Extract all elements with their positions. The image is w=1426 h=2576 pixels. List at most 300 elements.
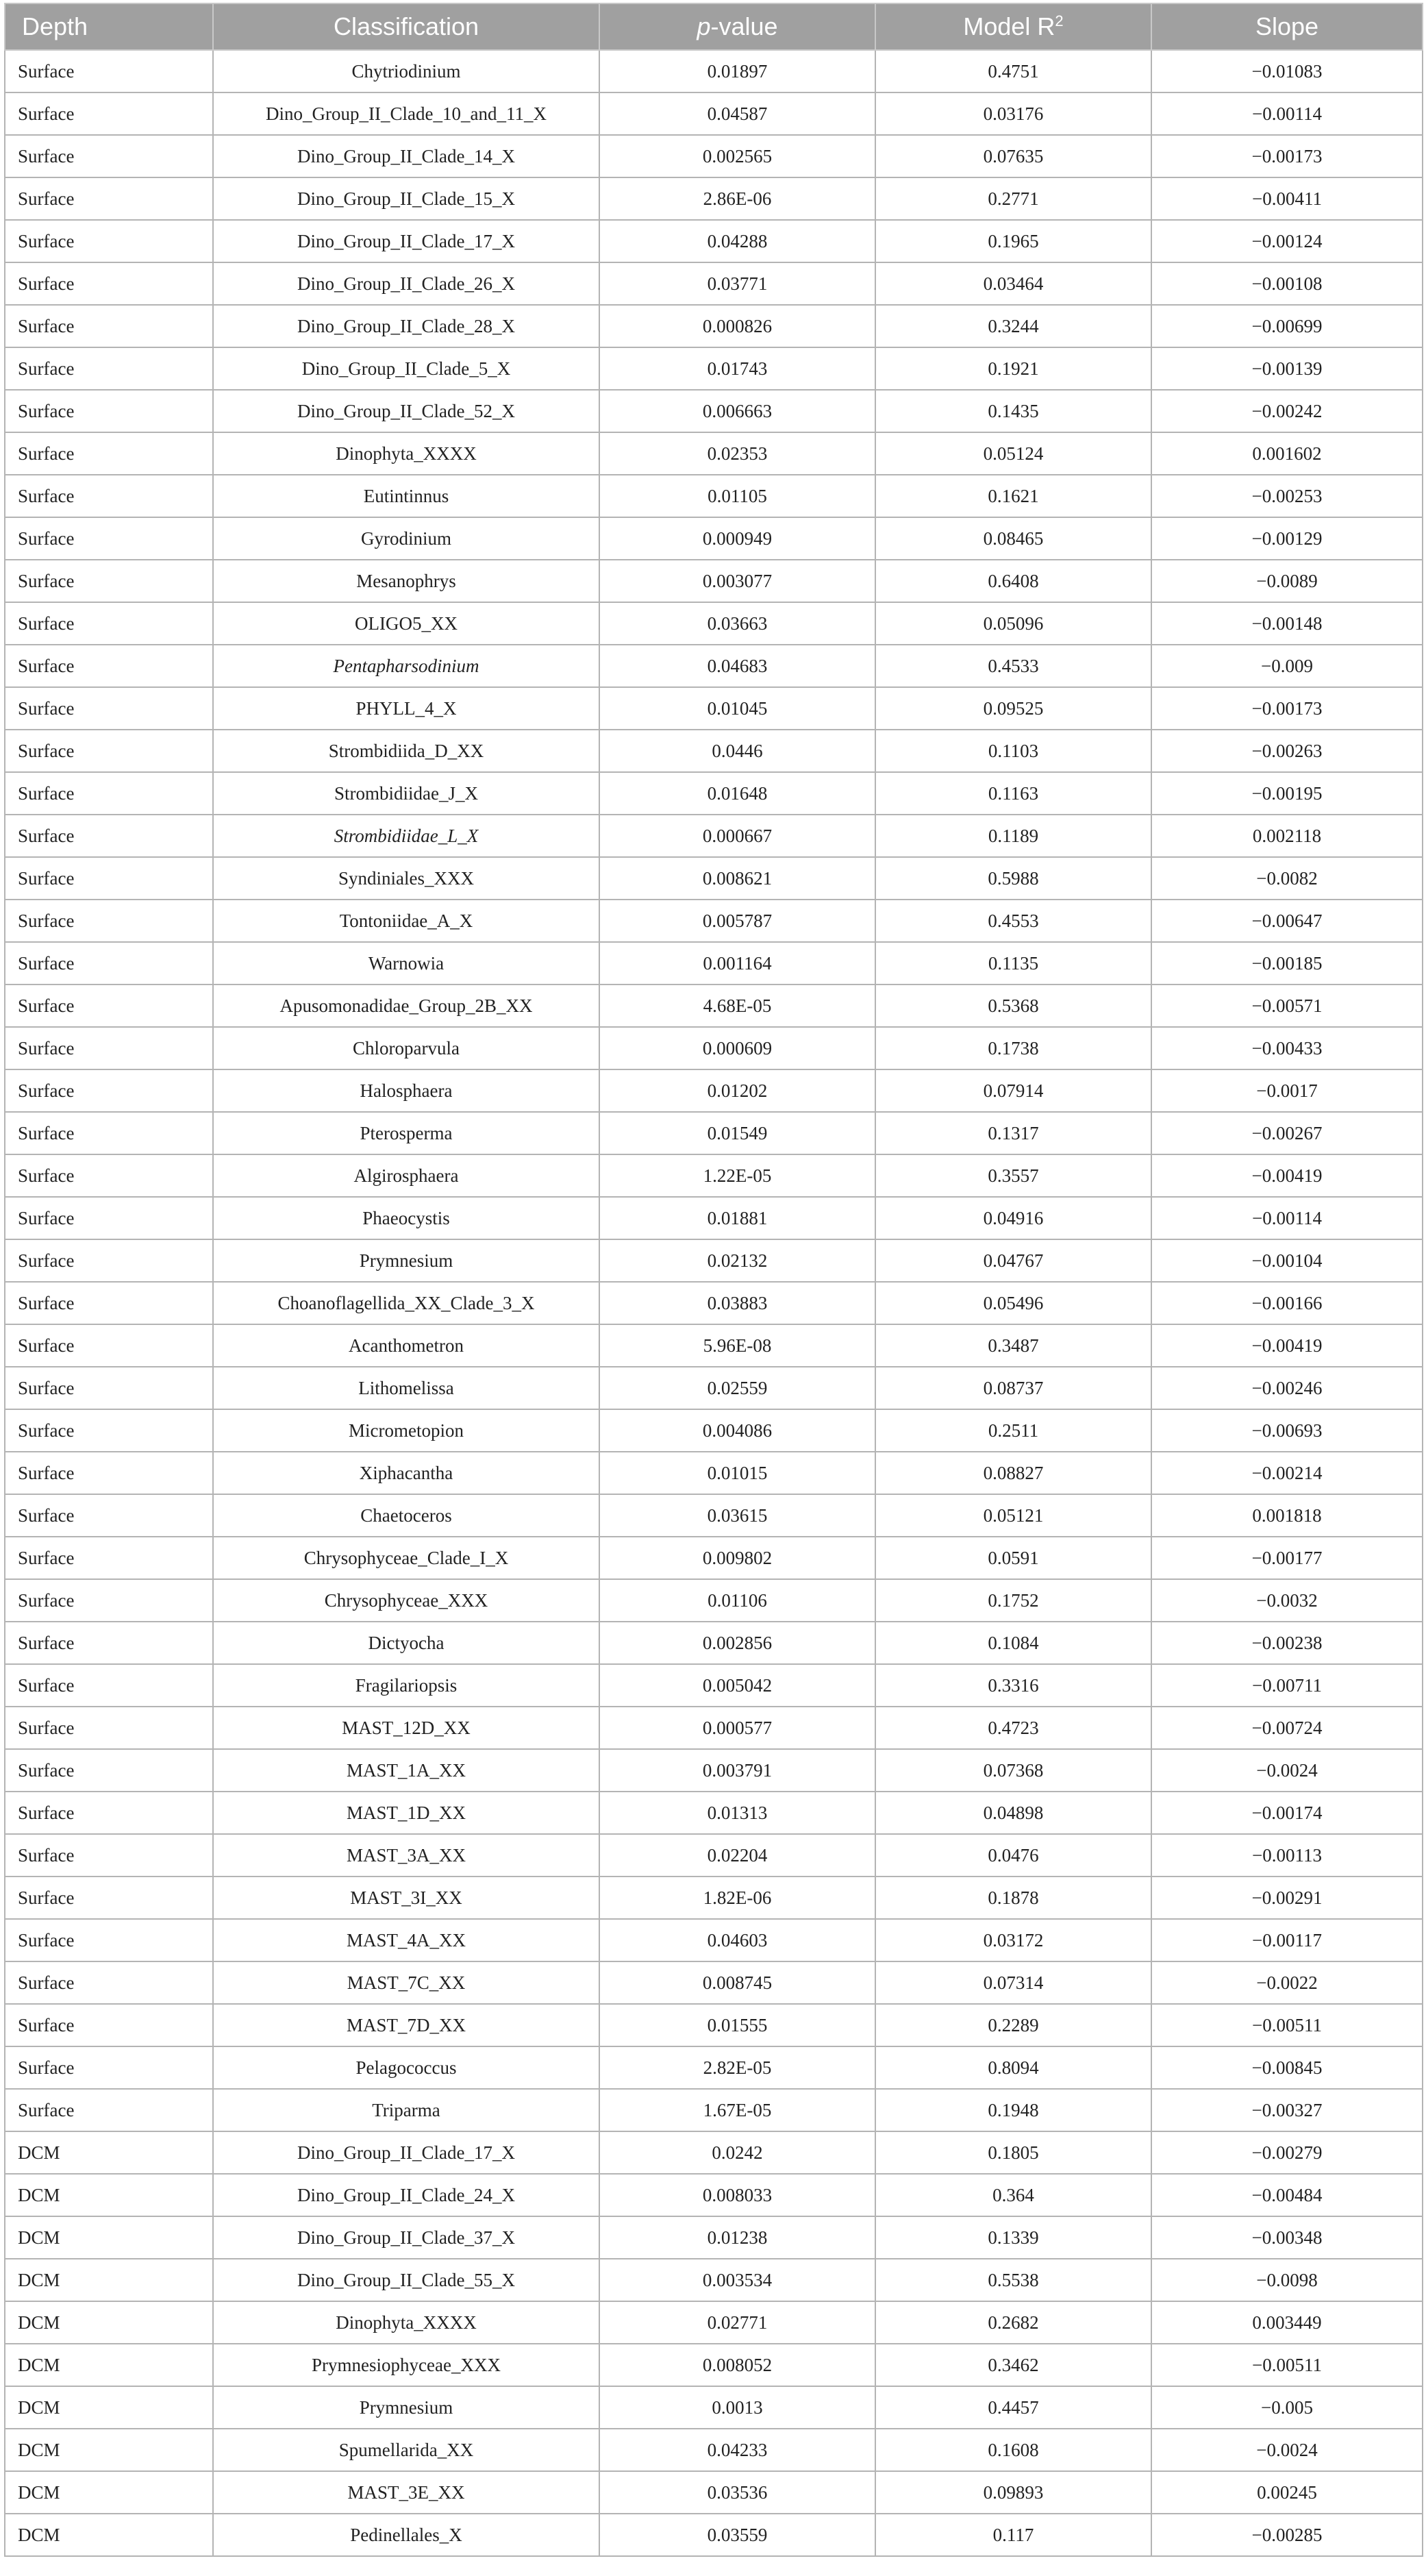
cell-p-value: 0.03559 (599, 2514, 875, 2556)
cell-depth: Surface (5, 1452, 213, 1494)
cell-model-r2: 0.5538 (875, 2259, 1151, 2301)
table-row (5, 1707, 1423, 1749)
cell-depth: Surface (5, 1027, 213, 1069)
cell-slope: −0.00242 (1151, 390, 1423, 432)
cell-p-value: 0.004086 (599, 1409, 875, 1452)
table-row (5, 390, 1423, 432)
cell-depth: Surface (5, 1197, 213, 1239)
cell-depth: Surface (5, 347, 213, 390)
cell-depth: Surface (5, 50, 213, 92)
cell-model-r2: 0.09893 (875, 2471, 1151, 2514)
cell-slope: −0.00699 (1151, 305, 1423, 347)
cell-slope: −0.00185 (1151, 942, 1423, 984)
table-row (5, 1027, 1423, 1069)
cell-slope: −0.00411 (1151, 177, 1423, 220)
cell-classification: Dino_Group_II_Clade_24_X (213, 2174, 599, 2216)
cell-slope: −0.00173 (1151, 135, 1423, 177)
cell-depth: Surface (5, 645, 213, 687)
cell-depth: Surface (5, 432, 213, 475)
cell-classification: Dino_Group_II_Clade_5_X (213, 347, 599, 390)
cell-depth: Surface (5, 857, 213, 900)
cell-classification: Chloroparvula (213, 1027, 599, 1069)
table-row (5, 1792, 1423, 1834)
cell-p-value: 0.02771 (599, 2301, 875, 2344)
cell-p-value: 2.82E-05 (599, 2046, 875, 2089)
cell-classification: Tontoniidae_A_X (213, 900, 599, 942)
cell-slope: −0.00484 (1151, 2174, 1423, 2216)
cell-classification: Lithomelissa (213, 1367, 599, 1409)
table-row (5, 1154, 1423, 1197)
cell-p-value: 0.000949 (599, 517, 875, 560)
cell-classification: Xiphacantha (213, 1452, 599, 1494)
header-model-r2-label: Model R (963, 12, 1055, 40)
cell-slope: −0.00113 (1151, 1834, 1423, 1877)
cell-model-r2: 0.05496 (875, 1282, 1151, 1324)
cell-model-r2: 0.1805 (875, 2131, 1151, 2174)
table-row (5, 2259, 1423, 2301)
cell-depth: Surface (5, 1324, 213, 1367)
cell-p-value: 0.02204 (599, 1834, 875, 1877)
table-row (5, 1239, 1423, 1282)
cell-classification: Mesanophrys (213, 560, 599, 602)
cell-p-value: 0.04683 (599, 645, 875, 687)
cell-model-r2: 0.07635 (875, 135, 1151, 177)
cell-classification: Dinophyta_XXXX (213, 2301, 599, 2344)
cell-model-r2: 0.1135 (875, 942, 1151, 984)
cell-slope: −0.0017 (1151, 1069, 1423, 1112)
cell-depth: Surface (5, 1409, 213, 1452)
table-row (5, 1324, 1423, 1367)
cell-depth: Surface (5, 1877, 213, 1919)
cell-classification: MAST_3I_XX (213, 1877, 599, 1919)
cell-model-r2: 0.6408 (875, 560, 1151, 602)
cell-slope: −0.005 (1151, 2386, 1423, 2429)
cell-slope: 0.001818 (1151, 1494, 1423, 1537)
cell-classification: MAST_3E_XX (213, 2471, 599, 2514)
cell-depth: Surface (5, 262, 213, 305)
cell-slope: −0.00108 (1151, 262, 1423, 305)
cell-slope: −0.0082 (1151, 857, 1423, 900)
table-row (5, 2046, 1423, 2089)
cell-p-value: 0.04288 (599, 220, 875, 262)
cell-depth: Surface (5, 177, 213, 220)
cell-p-value: 0.008621 (599, 857, 875, 900)
table-row (5, 177, 1423, 220)
table-row (5, 1409, 1423, 1452)
table-row (5, 2344, 1423, 2386)
cell-p-value: 0.01648 (599, 772, 875, 815)
cell-depth: Surface (5, 390, 213, 432)
cell-slope: −0.00139 (1151, 347, 1423, 390)
cell-classification: Dino_Group_II_Clade_37_X (213, 2216, 599, 2259)
table-row (5, 475, 1423, 517)
cell-p-value: 0.0013 (599, 2386, 875, 2429)
cell-p-value: 0.03771 (599, 262, 875, 305)
header-p-value (599, 3, 875, 50)
cell-classification: Chytriodinium (213, 50, 599, 92)
cell-slope: −0.00124 (1151, 220, 1423, 262)
header-classification: Classification (213, 3, 599, 50)
cell-classification: Gyrodinium (213, 517, 599, 560)
header-model-r2 (875, 3, 1151, 50)
cell-model-r2: 0.07914 (875, 1069, 1151, 1112)
table-row (5, 900, 1423, 942)
cell-p-value: 0.003077 (599, 560, 875, 602)
cell-model-r2: 0.1339 (875, 2216, 1151, 2259)
cell-classification: MAST_12D_XX (213, 1707, 599, 1749)
cell-classification: Strombidiidae_L_X (213, 815, 599, 857)
cell-model-r2: 0.4457 (875, 2386, 1151, 2429)
cell-model-r2: 0.1921 (875, 347, 1151, 390)
cell-slope: −0.00166 (1151, 1282, 1423, 1324)
table-row (5, 1494, 1423, 1537)
table-row (5, 1877, 1423, 1919)
cell-classification: Algirosphaera (213, 1154, 599, 1197)
cell-slope: −0.00177 (1151, 1537, 1423, 1579)
cell-slope: −0.00724 (1151, 1707, 1423, 1749)
cell-classification: Pedinellales_X (213, 2514, 599, 2556)
cell-slope: 0.00245 (1151, 2471, 1423, 2514)
cell-slope: −0.00117 (1151, 1919, 1423, 1961)
cell-depth: Surface (5, 1282, 213, 1324)
table-row (5, 517, 1423, 560)
cell-classification: OLIGO5_XX (213, 602, 599, 645)
cell-model-r2: 0.3487 (875, 1324, 1151, 1367)
cell-slope: −0.00114 (1151, 92, 1423, 135)
cell-depth: Surface (5, 92, 213, 135)
cell-slope: −0.0098 (1151, 2259, 1423, 2301)
cell-depth: Surface (5, 772, 213, 815)
cell-slope: −0.0024 (1151, 1749, 1423, 1792)
cell-depth: Surface (5, 560, 213, 602)
cell-depth: Surface (5, 1622, 213, 1664)
cell-model-r2: 0.1878 (875, 1877, 1151, 1919)
cell-depth: Surface (5, 1961, 213, 2004)
cell-classification: Dino_Group_II_Clade_14_X (213, 135, 599, 177)
header-slope: Slope (1151, 3, 1423, 50)
cell-model-r2: 0.04898 (875, 1792, 1151, 1834)
cell-model-r2: 0.08737 (875, 1367, 1151, 1409)
cell-classification: Dino_Group_II_Clade_28_X (213, 305, 599, 347)
table-row (5, 2514, 1423, 2556)
cell-classification: Dino_Group_II_Clade_10_and_11_X (213, 92, 599, 135)
cell-slope: −0.00348 (1151, 2216, 1423, 2259)
cell-model-r2: 0.3316 (875, 1664, 1151, 1707)
cell-model-r2: 0.1608 (875, 2429, 1151, 2471)
cell-slope: −0.0022 (1151, 1961, 1423, 2004)
cell-model-r2: 0.1317 (875, 1112, 1151, 1154)
cell-slope: −0.00279 (1151, 2131, 1423, 2174)
table-row (5, 1537, 1423, 1579)
cell-depth: Surface (5, 900, 213, 942)
cell-p-value: 0.01015 (599, 1452, 875, 1494)
cell-model-r2: 0.4723 (875, 1707, 1151, 1749)
cell-model-r2: 0.08827 (875, 1452, 1151, 1494)
cell-p-value: 0.04233 (599, 2429, 875, 2471)
cell-model-r2: 0.05124 (875, 432, 1151, 475)
cell-model-r2: 0.2771 (875, 177, 1151, 220)
cell-slope: −0.00285 (1151, 2514, 1423, 2556)
cell-model-r2: 0.4751 (875, 50, 1151, 92)
cell-p-value: 0.0446 (599, 730, 875, 772)
cell-p-value: 0.01202 (599, 1069, 875, 1112)
cell-classification: Eutintinnus (213, 475, 599, 517)
table-row (5, 305, 1423, 347)
cell-depth: Surface (5, 475, 213, 517)
cell-classification: PHYLL_4_X (213, 687, 599, 730)
cell-depth: DCM (5, 2471, 213, 2514)
cell-classification: Fragilariopsis (213, 1664, 599, 1707)
cell-p-value: 0.003791 (599, 1749, 875, 1792)
cell-p-value: 0.000609 (599, 1027, 875, 1069)
table-row (5, 857, 1423, 900)
data-table (4, 3, 1423, 2557)
cell-slope: −0.00253 (1151, 475, 1423, 517)
cell-classification: Pentapharsodinium (213, 645, 599, 687)
cell-depth: Surface (5, 687, 213, 730)
cell-slope: −0.00327 (1151, 2089, 1423, 2131)
cell-p-value: 0.03663 (599, 602, 875, 645)
cell-depth: Surface (5, 1537, 213, 1579)
cell-depth: Surface (5, 2046, 213, 2089)
cell-depth: Surface (5, 1919, 213, 1961)
cell-p-value: 1.82E-06 (599, 1877, 875, 1919)
cell-p-value: 4.68E-05 (599, 984, 875, 1027)
cell-depth: DCM (5, 2386, 213, 2429)
cell-model-r2: 0.4553 (875, 900, 1151, 942)
cell-p-value: 0.03536 (599, 2471, 875, 2514)
cell-p-value: 2.86E-06 (599, 177, 875, 220)
table-row (5, 1367, 1423, 1409)
cell-model-r2: 0.1752 (875, 1579, 1151, 1622)
cell-depth: Surface (5, 1069, 213, 1112)
cell-model-r2: 0.117 (875, 2514, 1151, 2556)
cell-model-r2: 0.3557 (875, 1154, 1151, 1197)
cell-p-value: 0.04587 (599, 92, 875, 135)
cell-model-r2: 0.1103 (875, 730, 1151, 772)
cell-p-value: 0.008033 (599, 2174, 875, 2216)
cell-model-r2: 0.0476 (875, 1834, 1151, 1877)
cell-p-value: 1.67E-05 (599, 2089, 875, 2131)
cell-classification: Apusomonadidae_Group_2B_XX (213, 984, 599, 1027)
cell-model-r2: 0.1084 (875, 1622, 1151, 1664)
cell-model-r2: 0.07314 (875, 1961, 1151, 2004)
cell-model-r2: 0.3244 (875, 305, 1151, 347)
cell-p-value: 0.01897 (599, 50, 875, 92)
cell-depth: DCM (5, 2344, 213, 2386)
cell-p-value: 0.01106 (599, 1579, 875, 1622)
cell-p-value: 0.03615 (599, 1494, 875, 1537)
table-row (5, 1664, 1423, 1707)
cell-slope: −0.00845 (1151, 2046, 1423, 2089)
cell-classification: Prymnesiophyceae_XXX (213, 2344, 599, 2386)
table-row (5, 1961, 1423, 2004)
table-row (5, 1919, 1423, 1961)
table-row (5, 2216, 1423, 2259)
cell-classification: MAST_4A_XX (213, 1919, 599, 1961)
cell-slope: −0.00214 (1151, 1452, 1423, 1494)
cell-p-value: 0.01313 (599, 1792, 875, 1834)
cell-depth: DCM (5, 2259, 213, 2301)
cell-classification: Halosphaera (213, 1069, 599, 1112)
table-row (5, 347, 1423, 390)
table-row (5, 560, 1423, 602)
cell-slope: −0.00693 (1151, 1409, 1423, 1452)
cell-model-r2: 0.03176 (875, 92, 1151, 135)
cell-depth: DCM (5, 2429, 213, 2471)
cell-slope: −0.00148 (1151, 602, 1423, 645)
cell-p-value: 0.01743 (599, 347, 875, 390)
table-row (5, 942, 1423, 984)
cell-slope: −0.0089 (1151, 560, 1423, 602)
cell-classification: Chrysophyceae_Clade_I_X (213, 1537, 599, 1579)
cell-model-r2: 0.03172 (875, 1919, 1151, 1961)
cell-slope: −0.0024 (1151, 2429, 1423, 2471)
cell-classification: Triparma (213, 2089, 599, 2131)
cell-model-r2: 0.2289 (875, 2004, 1151, 2046)
cell-model-r2: 0.3462 (875, 2344, 1151, 2386)
cell-p-value: 5.96E-08 (599, 1324, 875, 1367)
cell-p-value: 0.000826 (599, 305, 875, 347)
cell-depth: Surface (5, 1239, 213, 1282)
table-row (5, 1749, 1423, 1792)
cell-model-r2: 0.1948 (875, 2089, 1151, 2131)
cell-slope: −0.00511 (1151, 2344, 1423, 2386)
header-p-value-italic: p (697, 12, 711, 40)
cell-p-value: 0.008052 (599, 2344, 875, 2386)
cell-classification: MAST_1D_XX (213, 1792, 599, 1834)
cell-p-value: 0.002565 (599, 135, 875, 177)
table-row (5, 1197, 1423, 1239)
cell-p-value: 0.01549 (599, 1112, 875, 1154)
cell-model-r2: 0.364 (875, 2174, 1151, 2216)
table-row (5, 2089, 1423, 2131)
cell-depth: Surface (5, 602, 213, 645)
cell-classification: Dictyocha (213, 1622, 599, 1664)
cell-depth: Surface (5, 1749, 213, 1792)
cell-classification: Spumellarida_XX (213, 2429, 599, 2471)
cell-slope: −0.00419 (1151, 1154, 1423, 1197)
cell-p-value: 1.22E-05 (599, 1154, 875, 1197)
cell-p-value: 0.01555 (599, 2004, 875, 2046)
cell-depth: Surface (5, 942, 213, 984)
table-row (5, 2301, 1423, 2344)
cell-p-value: 0.001164 (599, 942, 875, 984)
cell-p-value: 0.03883 (599, 1282, 875, 1324)
cell-depth: Surface (5, 305, 213, 347)
cell-classification: MAST_7D_XX (213, 2004, 599, 2046)
table-row (5, 135, 1423, 177)
cell-slope: −0.00174 (1151, 1792, 1423, 1834)
cell-classification: Chaetoceros (213, 1494, 599, 1537)
table-row (5, 2471, 1423, 2514)
table-row (5, 1622, 1423, 1664)
cell-classification: Dino_Group_II_Clade_52_X (213, 390, 599, 432)
cell-depth: Surface (5, 1579, 213, 1622)
cell-slope: 0.001602 (1151, 432, 1423, 475)
cell-slope: −0.00114 (1151, 1197, 1423, 1239)
table-row (5, 815, 1423, 857)
cell-p-value: 0.005787 (599, 900, 875, 942)
table-row (5, 687, 1423, 730)
cell-classification: Pterosperma (213, 1112, 599, 1154)
cell-model-r2: 0.5988 (875, 857, 1151, 900)
table-row (5, 772, 1423, 815)
cell-model-r2: 0.05121 (875, 1494, 1151, 1537)
cell-depth: Surface (5, 1834, 213, 1877)
cell-classification: Choanoflagellida_XX_Clade_3_X (213, 1282, 599, 1324)
cell-classification: Acanthometron (213, 1324, 599, 1367)
cell-depth: Surface (5, 984, 213, 1027)
cell-slope: −0.0032 (1151, 1579, 1423, 1622)
table-row (5, 1069, 1423, 1112)
cell-slope: 0.002118 (1151, 815, 1423, 857)
cell-depth: Surface (5, 1112, 213, 1154)
cell-slope: −0.00711 (1151, 1664, 1423, 1707)
cell-classification: Dino_Group_II_Clade_17_X (213, 220, 599, 262)
cell-model-r2: 0.1965 (875, 220, 1151, 262)
table-row (5, 262, 1423, 305)
cell-p-value: 0.02132 (599, 1239, 875, 1282)
cell-classification: Prymnesium (213, 1239, 599, 1282)
cell-p-value: 0.000577 (599, 1707, 875, 1749)
cell-p-value: 0.01881 (599, 1197, 875, 1239)
cell-classification: Prymnesium (213, 2386, 599, 2429)
cell-p-value: 0.008745 (599, 1961, 875, 2004)
cell-depth: DCM (5, 2514, 213, 2556)
cell-classification: Syndiniales_XXX (213, 857, 599, 900)
cell-model-r2: 0.8094 (875, 2046, 1151, 2089)
cell-model-r2: 0.1189 (875, 815, 1151, 857)
cell-slope: −0.00195 (1151, 772, 1423, 815)
cell-model-r2: 0.4533 (875, 645, 1151, 687)
table-row (5, 984, 1423, 1027)
cell-model-r2: 0.04916 (875, 1197, 1151, 1239)
header-row (5, 3, 1423, 50)
cell-slope: −0.00647 (1151, 900, 1423, 942)
table-row (5, 50, 1423, 92)
cell-classification: MAST_1A_XX (213, 1749, 599, 1792)
cell-slope: −0.00511 (1151, 2004, 1423, 2046)
cell-slope: −0.00267 (1151, 1112, 1423, 1154)
table-row (5, 1579, 1423, 1622)
table-row (5, 1112, 1423, 1154)
cell-classification: Micrometopion (213, 1409, 599, 1452)
cell-model-r2: 0.09525 (875, 687, 1151, 730)
cell-depth: DCM (5, 2174, 213, 2216)
cell-p-value: 0.01045 (599, 687, 875, 730)
cell-model-r2: 0.1738 (875, 1027, 1151, 1069)
cell-model-r2: 0.04767 (875, 1239, 1151, 1282)
table-row (5, 730, 1423, 772)
cell-depth: DCM (5, 2301, 213, 2344)
cell-slope: −0.00173 (1151, 687, 1423, 730)
cell-slope: −0.00238 (1151, 1622, 1423, 1664)
cell-depth: Surface (5, 1792, 213, 1834)
cell-p-value: 0.005042 (599, 1664, 875, 1707)
cell-slope: −0.00291 (1151, 1877, 1423, 1919)
cell-p-value: 0.003534 (599, 2259, 875, 2301)
cell-depth: Surface (5, 1494, 213, 1537)
cell-depth: Surface (5, 2004, 213, 2046)
cell-model-r2: 0.1621 (875, 475, 1151, 517)
table-row (5, 92, 1423, 135)
table-row (5, 432, 1423, 475)
cell-p-value: 0.0242 (599, 2131, 875, 2174)
cell-depth: Surface (5, 1707, 213, 1749)
table-row (5, 220, 1423, 262)
cell-model-r2: 0.1435 (875, 390, 1151, 432)
